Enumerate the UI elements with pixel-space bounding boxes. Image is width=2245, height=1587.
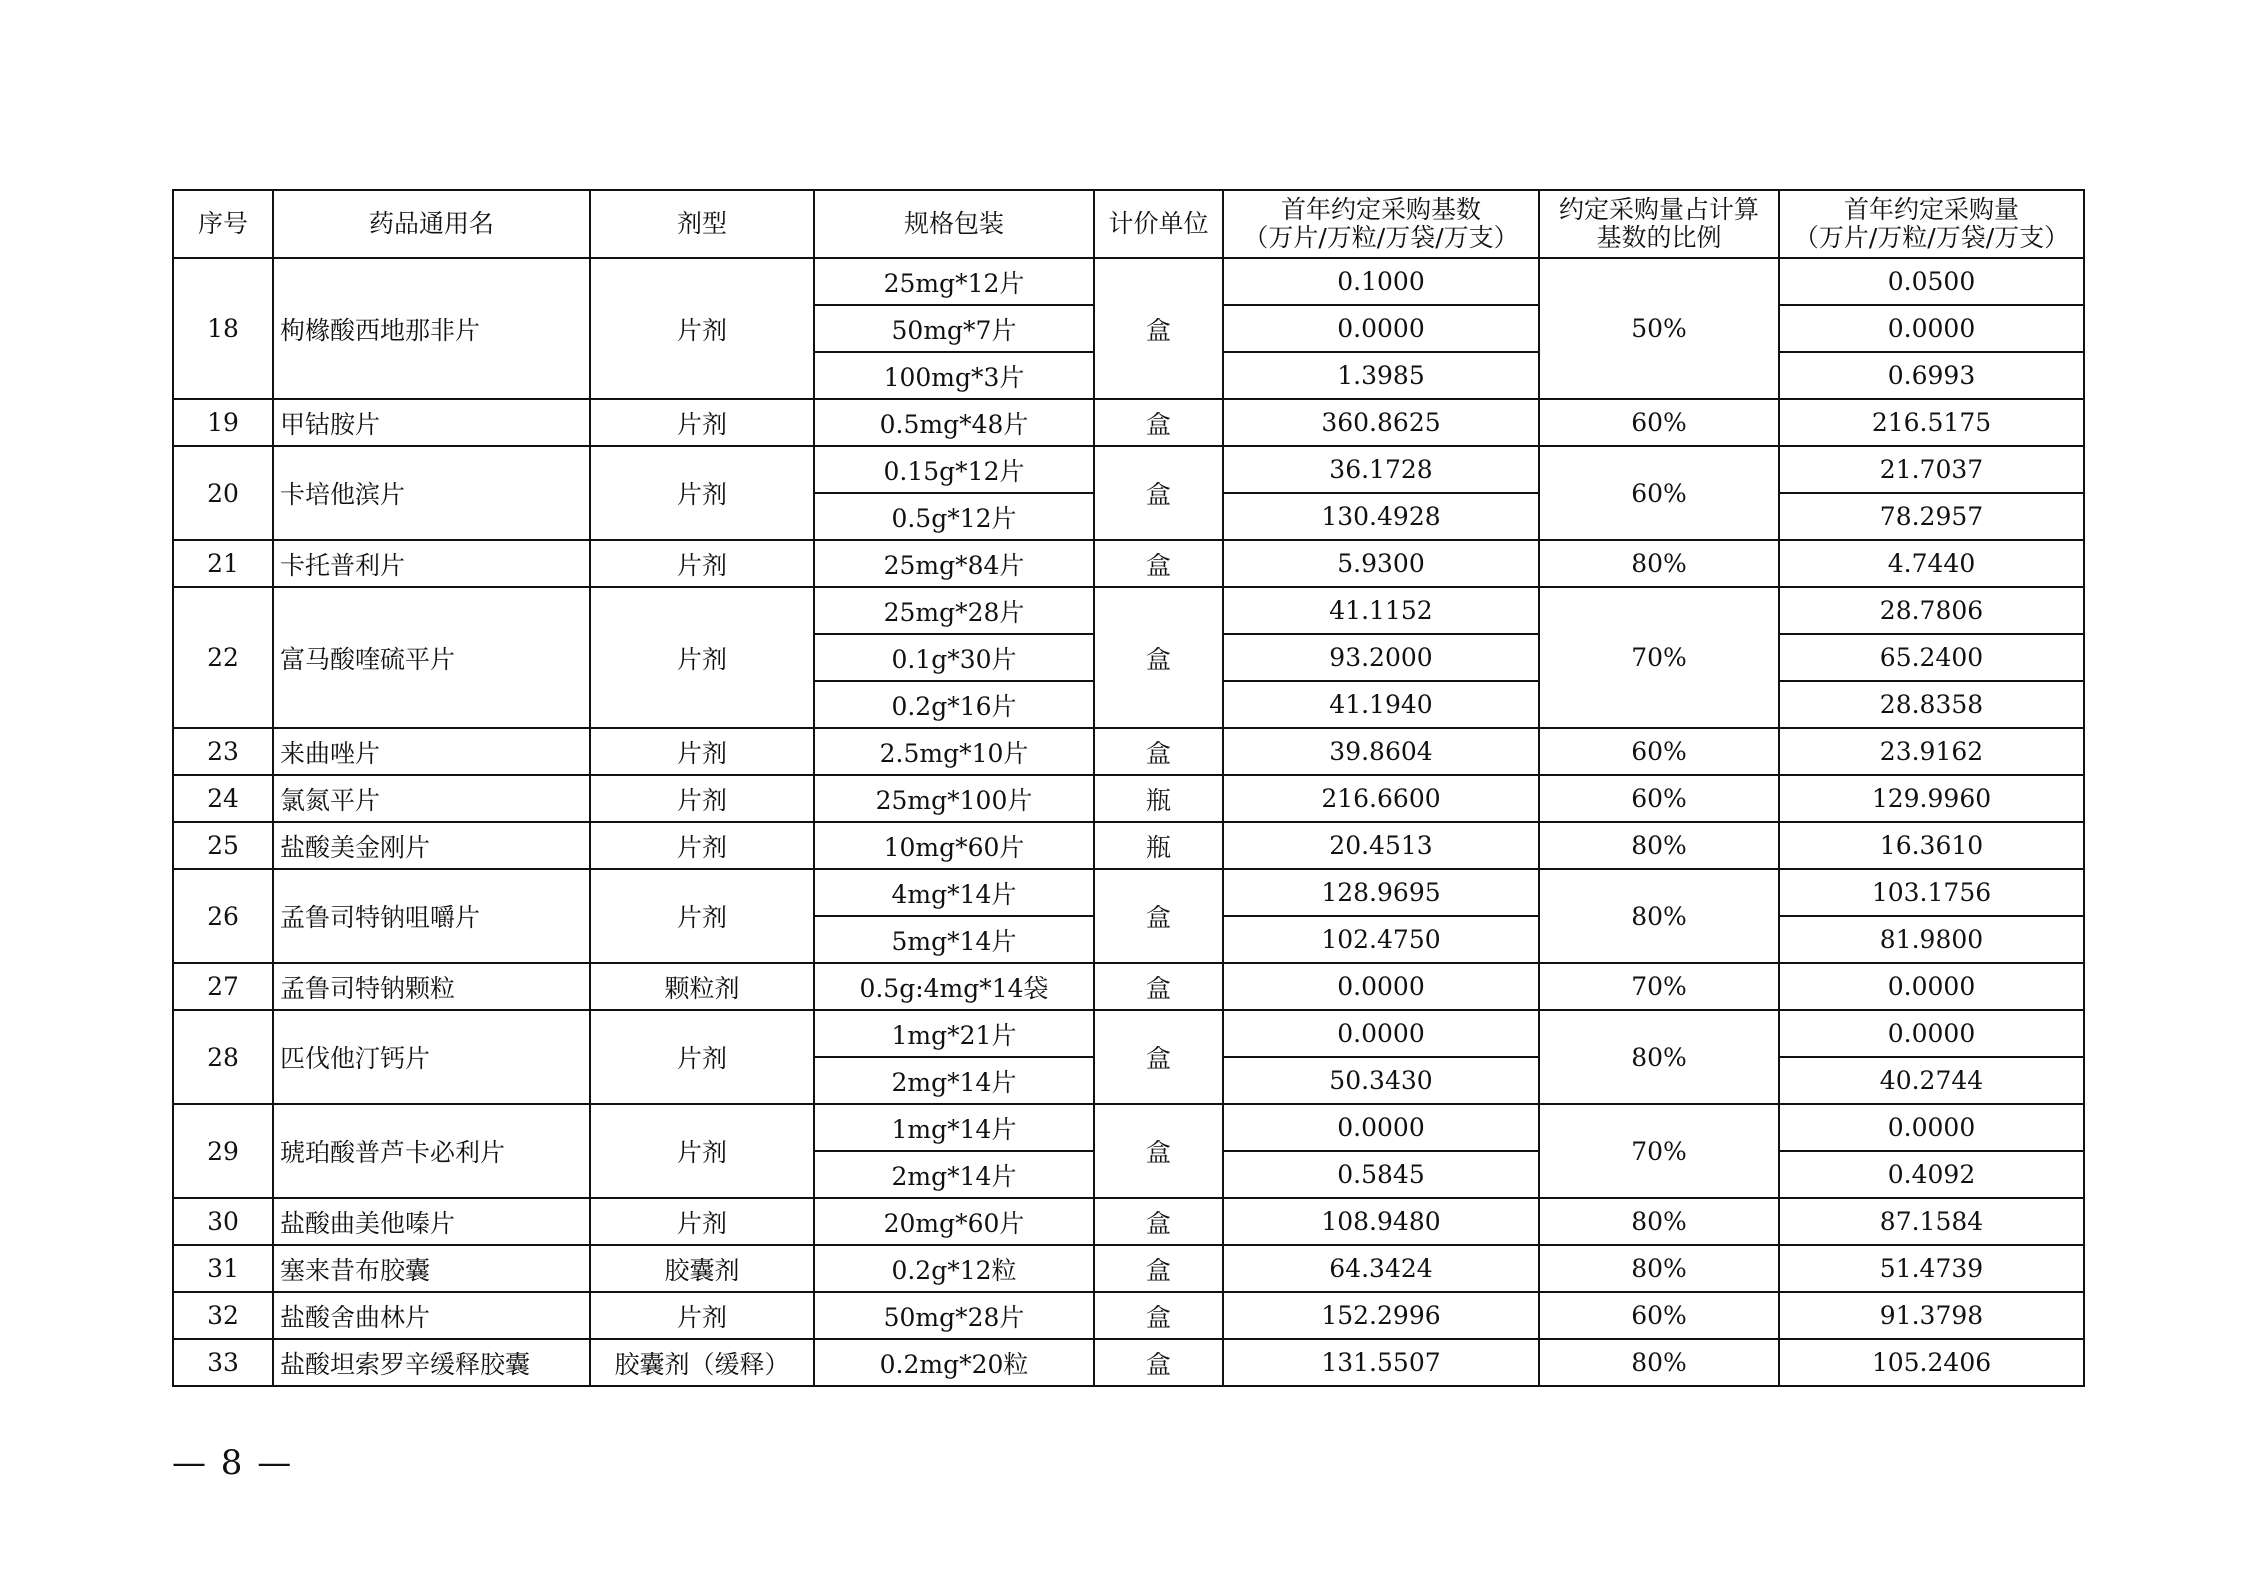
table-row (173, 869, 2084, 916)
cell-pricing-unit: 盒 (1094, 1198, 1223, 1245)
cell-ratio: 80% (1539, 869, 1779, 963)
cell-spec: 25mg*12片 (814, 258, 1094, 305)
cell-seq: 29 (173, 1104, 273, 1198)
cell-drug-name: 盐酸舍曲林片 (273, 1292, 590, 1339)
cell-seq: 24 (173, 775, 273, 822)
cell-ratio: 80% (1539, 1198, 1779, 1245)
cell-pricing-unit: 盒 (1094, 1292, 1223, 1339)
cell-dosage-form: 片剂 (590, 1198, 814, 1245)
cell-pricing-unit: 盒 (1094, 963, 1223, 1010)
cell-ratio: 60% (1539, 775, 1779, 822)
cell-spec: 0.1g*30片 (814, 634, 1094, 681)
cell-drug-name: 富马酸喹硫平片 (273, 587, 590, 728)
cell-agreed-quantity: 91.3798 (1779, 1292, 2084, 1339)
cell-drug-name: 盐酸曲美他嗪片 (273, 1198, 590, 1245)
cell-pricing-unit: 盒 (1094, 1339, 1223, 1386)
cell-seq: 22 (173, 587, 273, 728)
cell-spec: 100mg*3片 (814, 352, 1094, 399)
cell-dosage-form: 片剂 (590, 540, 814, 587)
cell-base-quantity: 216.6600 (1223, 775, 1539, 822)
table-row (173, 775, 2084, 822)
cell-agreed-quantity: 81.9800 (1779, 916, 2084, 963)
table-row (173, 1339, 2084, 1386)
cell-ratio: 60% (1539, 1292, 1779, 1339)
cell-base-quantity: 360.8625 (1223, 399, 1539, 446)
header-qty-line2: （万片/万粒/万袋/万支） (1793, 223, 2070, 252)
cell-spec: 25mg*100片 (814, 775, 1094, 822)
cell-pricing-unit: 盒 (1094, 1104, 1223, 1198)
cell-agreed-quantity: 0.4092 (1779, 1151, 2084, 1198)
cell-spec: 4mg*14片 (814, 869, 1094, 916)
cell-base-quantity: 36.1728 (1223, 446, 1539, 493)
cell-dosage-form: 片剂 (590, 1010, 814, 1104)
cell-spec: 50mg*7片 (814, 305, 1094, 352)
cell-dosage-form: 片剂 (590, 399, 814, 446)
procurement-table-wrapper (172, 189, 2083, 1387)
cell-base-quantity: 20.4513 (1223, 822, 1539, 869)
cell-agreed-quantity: 51.4739 (1779, 1245, 2084, 1292)
header-unit: 计价单位 (1094, 190, 1223, 258)
cell-drug-name: 盐酸坦索罗辛缓释胶囊 (273, 1339, 590, 1386)
cell-pricing-unit: 盒 (1094, 869, 1223, 963)
table-row (173, 1104, 2084, 1151)
cell-seq: 33 (173, 1339, 273, 1386)
cell-agreed-quantity: 65.2400 (1779, 634, 2084, 681)
cell-ratio: 80% (1539, 822, 1779, 869)
cell-ratio: 80% (1539, 540, 1779, 587)
cell-pricing-unit: 盒 (1094, 587, 1223, 728)
cell-agreed-quantity: 87.1584 (1779, 1198, 2084, 1245)
cell-base-quantity: 41.1152 (1223, 587, 1539, 634)
cell-spec: 2mg*14片 (814, 1151, 1094, 1198)
cell-spec: 1mg*14片 (814, 1104, 1094, 1151)
cell-agreed-quantity: 78.2957 (1779, 493, 2084, 540)
cell-pricing-unit: 盒 (1094, 446, 1223, 540)
cell-base-quantity: 108.9480 (1223, 1198, 1539, 1245)
cell-drug-name: 卡托普利片 (273, 540, 590, 587)
cell-agreed-quantity: 28.7806 (1779, 587, 2084, 634)
cell-base-quantity: 39.8604 (1223, 728, 1539, 775)
cell-spec: 0.15g*12片 (814, 446, 1094, 493)
header-qty (1779, 190, 2084, 258)
header-ratio (1539, 190, 1779, 258)
cell-agreed-quantity: 129.9960 (1779, 775, 2084, 822)
cell-dosage-form: 片剂 (590, 775, 814, 822)
cell-drug-name: 孟鲁司特钠颗粒 (273, 963, 590, 1010)
cell-dosage-form: 片剂 (590, 446, 814, 540)
cell-ratio: 60% (1539, 399, 1779, 446)
header-form: 剂型 (590, 190, 814, 258)
cell-base-quantity: 50.3430 (1223, 1057, 1539, 1104)
cell-agreed-quantity: 0.0000 (1779, 963, 2084, 1010)
table-row (173, 1010, 2084, 1057)
cell-agreed-quantity: 28.8358 (1779, 681, 2084, 728)
cell-base-quantity: 1.3985 (1223, 352, 1539, 399)
cell-spec: 25mg*28片 (814, 587, 1094, 634)
cell-agreed-quantity: 0.6993 (1779, 352, 2084, 399)
cell-agreed-quantity: 0.0500 (1779, 258, 2084, 305)
cell-spec: 2.5mg*10片 (814, 728, 1094, 775)
cell-base-quantity: 0.0000 (1223, 1104, 1539, 1151)
table-row (173, 728, 2084, 775)
cell-pricing-unit: 盒 (1094, 399, 1223, 446)
cell-dosage-form: 片剂 (590, 258, 814, 399)
cell-drug-name: 来曲唑片 (273, 728, 590, 775)
cell-spec: 5mg*14片 (814, 916, 1094, 963)
cell-pricing-unit: 盒 (1094, 728, 1223, 775)
cell-dosage-form: 胶囊剂 (590, 1245, 814, 1292)
cell-agreed-quantity: 216.5175 (1779, 399, 2084, 446)
cell-agreed-quantity: 0.0000 (1779, 1010, 2084, 1057)
table-row (173, 399, 2084, 446)
table-header-row (173, 190, 2084, 258)
cell-seq: 31 (173, 1245, 273, 1292)
cell-drug-name: 塞来昔布胶囊 (273, 1245, 590, 1292)
cell-base-quantity: 0.1000 (1223, 258, 1539, 305)
cell-agreed-quantity: 0.0000 (1779, 305, 2084, 352)
cell-base-quantity: 41.1940 (1223, 681, 1539, 728)
cell-agreed-quantity: 23.9162 (1779, 728, 2084, 775)
header-base-line1: 首年约定采购基数 (1280, 195, 1481, 224)
cell-base-quantity: 128.9695 (1223, 869, 1539, 916)
page-number: — 8 — (172, 1443, 294, 1483)
table-row (173, 258, 2084, 305)
table-row (173, 1198, 2084, 1245)
cell-spec: 0.2g*12粒 (814, 1245, 1094, 1292)
cell-pricing-unit: 盒 (1094, 258, 1223, 399)
cell-spec: 10mg*60片 (814, 822, 1094, 869)
cell-spec: 2mg*14片 (814, 1057, 1094, 1104)
cell-seq: 27 (173, 963, 273, 1010)
cell-spec: 0.5g*12片 (814, 493, 1094, 540)
table-body (173, 258, 2084, 1386)
cell-ratio: 70% (1539, 587, 1779, 728)
cell-spec: 1mg*21片 (814, 1010, 1094, 1057)
cell-spec: 0.5mg*48片 (814, 399, 1094, 446)
cell-ratio: 80% (1539, 1010, 1779, 1104)
cell-seq: 19 (173, 399, 273, 446)
cell-pricing-unit: 盒 (1094, 540, 1223, 587)
cell-ratio: 80% (1539, 1339, 1779, 1386)
cell-seq: 20 (173, 446, 273, 540)
header-qty-line1: 首年约定采购量 (1843, 195, 2019, 224)
cell-base-quantity: 5.9300 (1223, 540, 1539, 587)
cell-base-quantity: 0.5845 (1223, 1151, 1539, 1198)
cell-agreed-quantity: 0.0000 (1779, 1104, 2084, 1151)
cell-dosage-form: 片剂 (590, 728, 814, 775)
cell-agreed-quantity: 103.1756 (1779, 869, 2084, 916)
header-ratio-line1: 约定采购量占计算 (1558, 195, 1759, 224)
cell-drug-name: 盐酸美金刚片 (273, 822, 590, 869)
cell-dosage-form: 片剂 (590, 1292, 814, 1339)
cell-spec: 50mg*28片 (814, 1292, 1094, 1339)
procurement-table (172, 189, 2085, 1387)
header-seq: 序号 (173, 190, 273, 258)
cell-drug-name: 卡培他滨片 (273, 446, 590, 540)
cell-ratio: 50% (1539, 258, 1779, 399)
cell-drug-name: 氯氮平片 (273, 775, 590, 822)
cell-drug-name: 甲钴胺片 (273, 399, 590, 446)
cell-seq: 25 (173, 822, 273, 869)
cell-base-quantity: 102.4750 (1223, 916, 1539, 963)
cell-spec: 25mg*84片 (814, 540, 1094, 587)
cell-seq: 32 (173, 1292, 273, 1339)
cell-ratio: 70% (1539, 1104, 1779, 1198)
header-name: 药品通用名 (273, 190, 590, 258)
cell-base-quantity: 131.5507 (1223, 1339, 1539, 1386)
cell-base-quantity: 93.2000 (1223, 634, 1539, 681)
cell-dosage-form: 颗粒剂 (590, 963, 814, 1010)
cell-ratio: 60% (1539, 728, 1779, 775)
cell-seq: 23 (173, 728, 273, 775)
cell-agreed-quantity: 4.7440 (1779, 540, 2084, 587)
cell-base-quantity: 130.4928 (1223, 493, 1539, 540)
cell-seq: 21 (173, 540, 273, 587)
cell-agreed-quantity: 40.2744 (1779, 1057, 2084, 1104)
cell-dosage-form: 胶囊剂（缓释） (590, 1339, 814, 1386)
header-base-line2: （万片/万粒/万袋/万支） (1243, 223, 1519, 252)
cell-ratio: 70% (1539, 963, 1779, 1010)
cell-seq: 28 (173, 1010, 273, 1104)
cell-drug-name: 枸橼酸西地那非片 (273, 258, 590, 399)
cell-agreed-quantity: 105.2406 (1779, 1339, 2084, 1386)
cell-spec: 20mg*60片 (814, 1198, 1094, 1245)
cell-spec: 0.2g*16片 (814, 681, 1094, 728)
cell-agreed-quantity: 21.7037 (1779, 446, 2084, 493)
cell-dosage-form: 片剂 (590, 587, 814, 728)
cell-pricing-unit: 盒 (1094, 1245, 1223, 1292)
table-row (173, 540, 2084, 587)
cell-pricing-unit: 瓶 (1094, 822, 1223, 869)
table-row (173, 1245, 2084, 1292)
cell-base-quantity: 152.2996 (1223, 1292, 1539, 1339)
header-spec: 规格包装 (814, 190, 1094, 258)
cell-drug-name: 匹伐他汀钙片 (273, 1010, 590, 1104)
cell-base-quantity: 0.0000 (1223, 963, 1539, 1010)
cell-pricing-unit: 瓶 (1094, 775, 1223, 822)
cell-spec: 0.2mg*20粒 (814, 1339, 1094, 1386)
cell-seq: 26 (173, 869, 273, 963)
cell-pricing-unit: 盒 (1094, 1010, 1223, 1104)
cell-ratio: 60% (1539, 446, 1779, 540)
cell-base-quantity: 64.3424 (1223, 1245, 1539, 1292)
cell-base-quantity: 0.0000 (1223, 1010, 1539, 1057)
table-row (173, 822, 2084, 869)
cell-dosage-form: 片剂 (590, 822, 814, 869)
cell-dosage-form: 片剂 (590, 869, 814, 963)
cell-dosage-form: 片剂 (590, 1104, 814, 1198)
cell-seq: 30 (173, 1198, 273, 1245)
cell-drug-name: 孟鲁司特钠咀嚼片 (273, 869, 590, 963)
header-ratio-line2: 基数的比例 (1596, 223, 1722, 252)
cell-base-quantity: 0.0000 (1223, 305, 1539, 352)
cell-drug-name: 琥珀酸普芦卡必利片 (273, 1104, 590, 1198)
cell-agreed-quantity: 16.3610 (1779, 822, 2084, 869)
cell-seq: 18 (173, 258, 273, 399)
cell-spec: 0.5g:4mg*14袋 (814, 963, 1094, 1010)
cell-ratio: 80% (1539, 1245, 1779, 1292)
table-row (173, 1292, 2084, 1339)
table-row (173, 963, 2084, 1010)
header-base (1223, 190, 1539, 258)
table-row (173, 446, 2084, 493)
table-row (173, 587, 2084, 634)
